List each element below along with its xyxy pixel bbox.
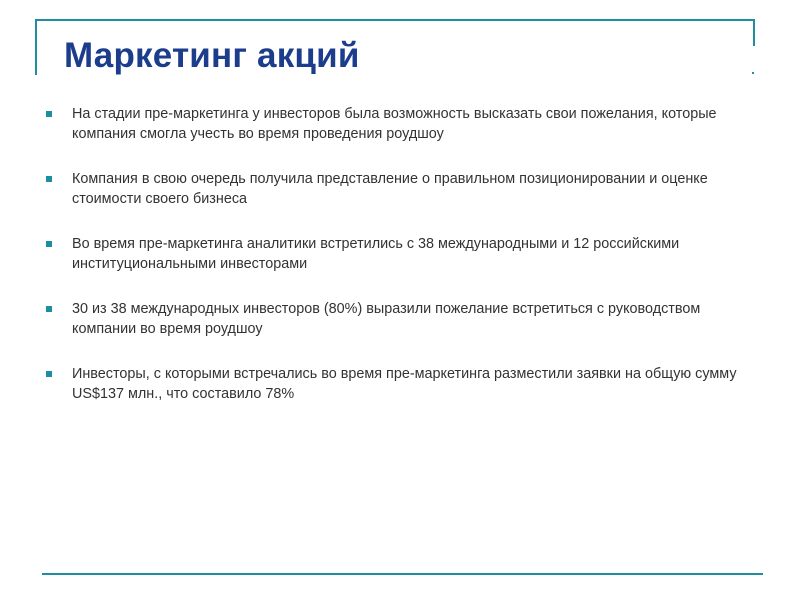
bullet-item	[46, 300, 766, 339]
bullet-text: На стадии пре-маркетинга у инвесторов была возможность высказать свои пожелания, которые компания смогла учесть во время проведения роудшоу	[72, 106, 717, 142]
bullet-item	[46, 365, 766, 404]
bullet-text: Инвесторы, с которыми встречались во время пре-маркетинга разместили заявки на общую сумму US$137 млн., что составило 78%	[72, 366, 737, 402]
corner-dot	[752, 72, 754, 74]
footer-line	[42, 573, 763, 575]
bullet-text: Во время пре-маркетинга аналитики встретились с 38 международными и 12 российскими институциональными инвесторами	[72, 236, 680, 272]
square-bullet-icon	[46, 176, 52, 182]
left-frame-line	[35, 19, 37, 75]
bullet-text: Компания в свою очередь получила представление о правильном позиционировании и оценке стоимости своего бизнеса	[72, 171, 708, 207]
bullet-item	[46, 235, 766, 274]
square-bullet-icon	[46, 371, 52, 377]
square-bullet-icon	[46, 306, 52, 312]
square-bullet-icon	[46, 111, 52, 117]
bullet-text: 30 из 38 международных инвесторов (80%) выразили пожелание встретиться с руководством компании во время роудшоу	[72, 301, 701, 337]
slide-title: Маркетинг акций	[64, 36, 360, 75]
bullet-item	[46, 105, 766, 144]
top-frame-line	[35, 19, 755, 21]
bullet-list	[46, 105, 766, 430]
right-frame-line	[753, 19, 755, 46]
square-bullet-icon	[46, 241, 52, 247]
bullet-item	[46, 170, 766, 209]
